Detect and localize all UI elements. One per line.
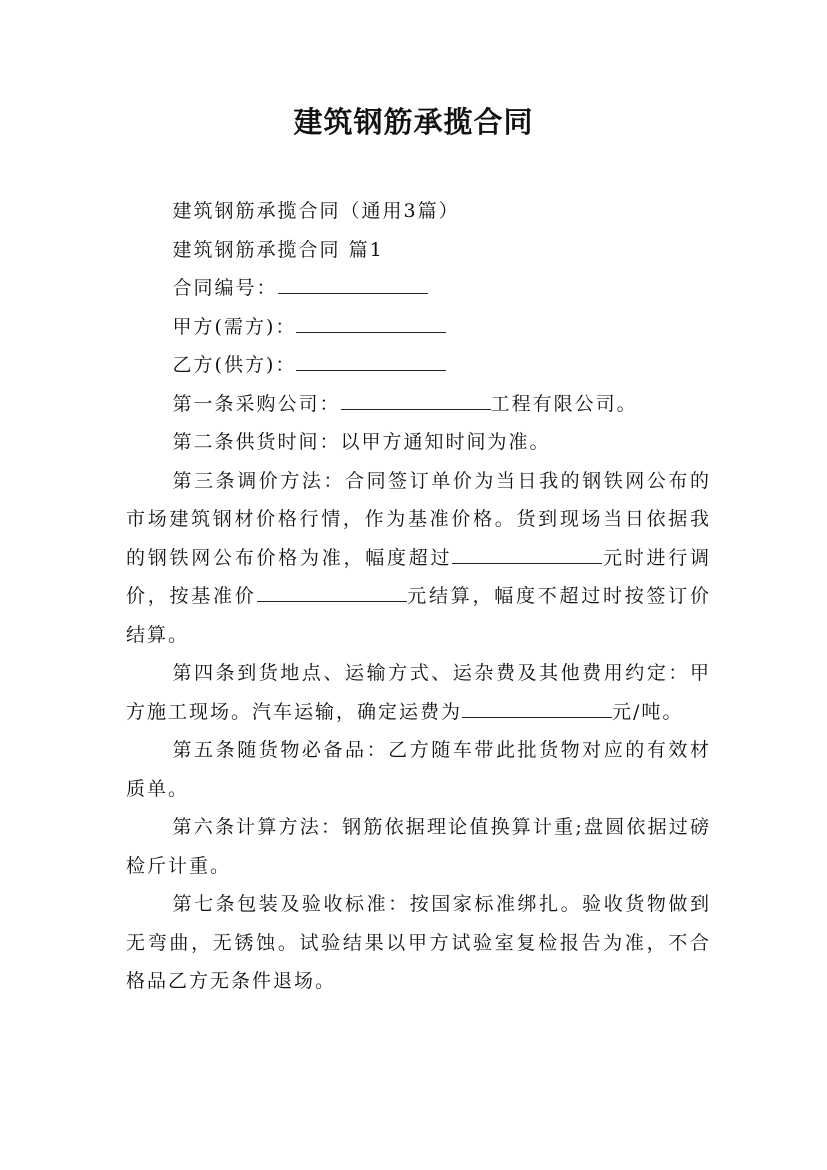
- article-3-text-a: 第三条调价方法：合同签订单价为当日我的钢铁网公布的市场建筑钢材价格行情，作为基准价格。货到现场当日依据我的钢铁网公布价格为准，幅度超过: [126, 469, 711, 569]
- paragraph-article-6: 第六条计算方法：钢筋依据理论值换算计重;盘圆依据过磅检斤计重。: [126, 816, 711, 877]
- article-4-blank: [462, 699, 612, 718]
- article-4-text-b: 元/吨。: [612, 700, 684, 723]
- article-1-text-a: 第一条采购公司：: [172, 392, 341, 415]
- article-3-blank-1: [452, 545, 602, 564]
- article-3-text-c: 元结算，幅度不超过时按签订价结算。: [126, 585, 711, 646]
- party-b-label: 乙方(供方)：: [172, 354, 297, 376]
- paragraph-party-b: [126, 346, 711, 385]
- party-a-label: 甲方(需方)：: [172, 315, 297, 338]
- party-b-blank: [296, 352, 446, 371]
- paragraph-contract-number: [126, 269, 711, 308]
- paragraph-section-heading: 建筑钢筋承揽合同 篇1: [172, 238, 384, 261]
- article-1-blank: [341, 391, 491, 410]
- article-3-blank-2: [257, 583, 407, 602]
- document-body: [126, 192, 711, 1001]
- article-1-text-b: 工程有限公司。: [490, 392, 638, 415]
- party-a-blank: [296, 314, 446, 333]
- paragraph-article-4: [126, 654, 711, 731]
- paragraph-article-3: [126, 462, 711, 655]
- paragraph-party-a: [126, 308, 711, 347]
- article-3-text-b: 元时进行调价，按基准价: [126, 546, 711, 607]
- contract-number-label: 合同编号：: [172, 277, 278, 299]
- document-title: 建筑钢筋承揽合同: [293, 105, 534, 139]
- paragraph-subtitle: 建筑钢筋承揽合同（通用3篇）: [172, 200, 460, 222]
- paragraph-article-1: [126, 385, 711, 424]
- article-4-text-a: 第四条到货地点、运输方式、运杂费及其他费用约定：甲方施工现场。汽车运输，确定运费为: [126, 662, 711, 723]
- contract-number-blank: [278, 275, 428, 294]
- paragraph-article-7: 第七条包装及验收标准：按国家标准绑扎。验收货物做到无弯曲，无锈蚀。试验结果以甲方试验室复检报告为准，不合格品乙方无条件退场。: [126, 893, 711, 992]
- paragraph-article-2: 第二条供货时间：以甲方通知时间为准。: [172, 431, 551, 453]
- paragraph-article-5: 第五条随货物必备品：乙方随车带此批货物对应的有效材质单。: [126, 739, 711, 800]
